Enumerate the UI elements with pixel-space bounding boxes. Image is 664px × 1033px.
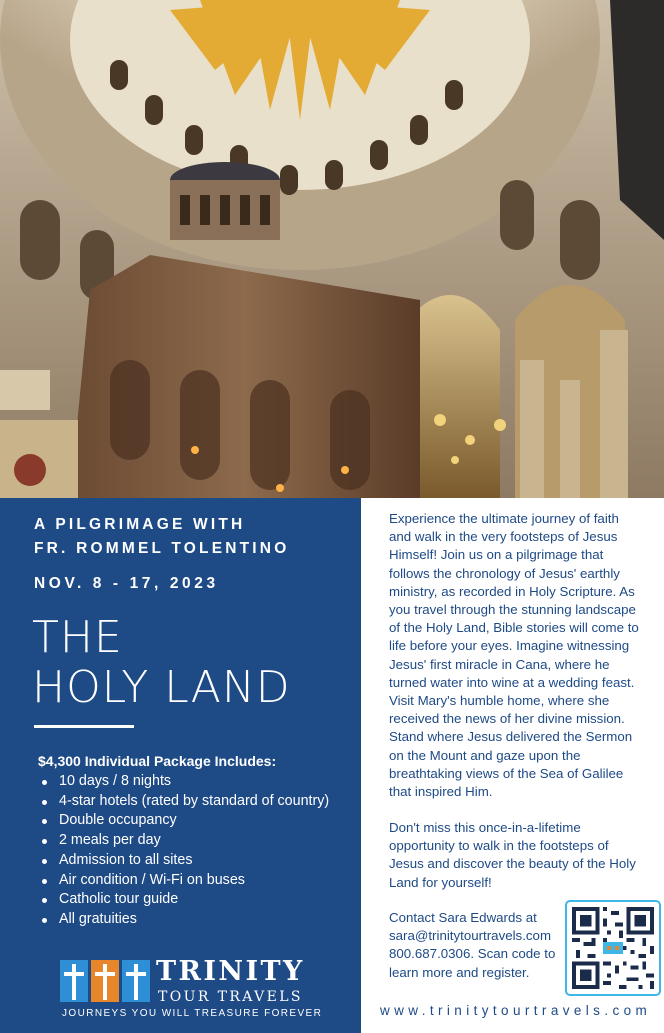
list-item: All gratuities	[40, 910, 329, 930]
church-interior-illustration	[0, 0, 664, 498]
list-item: Catholic tour guide	[40, 890, 329, 910]
qr-code[interactable]	[565, 900, 661, 996]
contact-info: Contact Sara Edwards at sara@trinitytourtravels.com 800.687.0306. Scan code to learn more and register.	[389, 910, 556, 980]
logo-tagline: JOURNEYS YOU WILL TREASURE FOREVER	[62, 1008, 323, 1019]
logo-name: TRINITY	[156, 956, 305, 987]
description-paragraph-2: Don't miss this once-in-a-lifetime opportunity to walk in the footsteps of Jesus and discover the beauty of the Holy Land for yourself!	[389, 820, 636, 890]
trip-dates: NOV. 8 - 17, 2023	[34, 575, 219, 592]
pilgrimage-heading-line2: FR. ROMMEL TOLENTINO	[34, 540, 290, 557]
three-crosses-icon	[60, 958, 152, 1004]
list-item: Air condition / Wi-Fi on buses	[40, 871, 329, 891]
title-divider	[34, 725, 134, 728]
list-item: 10 days / 8 nights	[40, 772, 329, 792]
list-item: 2 meals per day	[40, 831, 329, 851]
list-item: 4-star hotels (rated by standard of country)	[40, 792, 329, 812]
pilgrimage-heading-line1: A PILGRIMAGE WITH	[34, 516, 246, 533]
title-line1: THE	[32, 612, 123, 663]
church-dome-image	[0, 0, 664, 498]
package-heading: $4,300 Individual Package Includes:	[38, 753, 277, 769]
list-item: Double occupancy	[40, 811, 329, 831]
logo-subname: TOUR TRAVELS	[158, 989, 303, 1005]
qr-code-icon	[572, 907, 654, 989]
package-list	[40, 772, 329, 930]
description-paragraph-1: Experience the ultimate journey of faith and walk in the very footsteps of Jesus Himself! Join us on a pilgrimage that follows the chronology of Jesus' earthly ministry, as recorded in Holy Scripture. As you travel through the stunning landscape of the Holy Land, Bible stories will come to life before your eyes. Imagine witnessing Jesus' first miracle in Cana, where he turned water into wine at a wedding feast. Visit Mary's humble home, where she received the news of her divine mission. Stand where Jesus delivered the Sermon on the Mount and gaze upon the breathtaking views of the Sea of Galilee that inspired Him.	[389, 511, 639, 800]
info-panel	[0, 498, 361, 1033]
title-line2: HOLY LAND	[32, 662, 291, 713]
trinity-logo	[60, 958, 330, 1023]
website-link[interactable]: www.trinitytourtravels.com	[380, 1003, 652, 1018]
description-panel	[361, 498, 664, 1033]
list-item: Admission to all sites	[40, 851, 329, 871]
